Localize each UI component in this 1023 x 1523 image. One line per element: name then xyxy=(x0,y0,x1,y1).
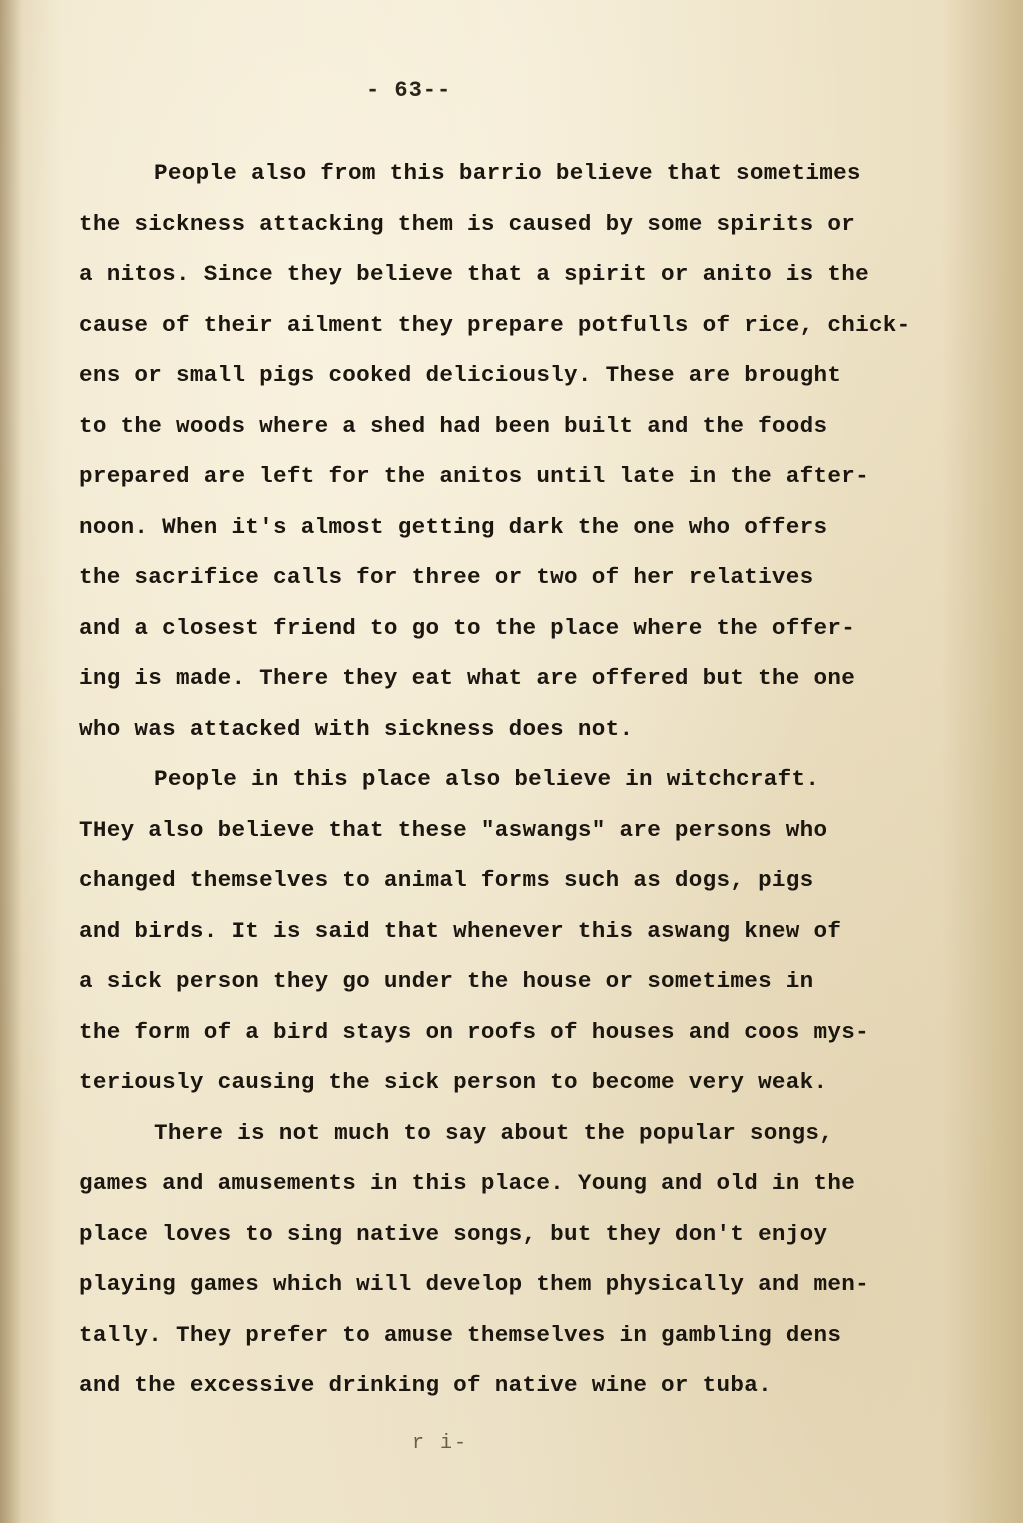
body-text xyxy=(79,148,984,1411)
text-line: People in this place also believe in witchcraft. xyxy=(154,766,820,792)
text-line: There is not much to say about the popular songs, xyxy=(154,1119,834,1146)
text-line: playing games which will develop them physically and men- xyxy=(79,1271,869,1297)
text-line: place loves to sing native songs, but they don't enjoy xyxy=(79,1220,828,1247)
text-line: and the excessive drinking of native wine or tuba. xyxy=(79,1372,772,1398)
text-line: ing is made. There they eat what are offered but the one xyxy=(79,665,856,691)
text-line: People also from this barrio believe that sometimes xyxy=(154,160,861,186)
text-line: and a closest friend to go to the place where the offer- xyxy=(79,614,856,641)
text-line: ens or small pigs cooked deliciously. These are brought xyxy=(79,362,842,388)
text-line: and birds. It is said that whenever this aswang knew of xyxy=(79,917,842,944)
text-line: noon. When it's almost getting dark the one who offers xyxy=(79,513,828,540)
text-line: prepared are left for the anitos until late in the after- xyxy=(79,463,869,489)
text-line: games and amusements in this place. Young and old in the xyxy=(79,1170,856,1196)
text-line: THey also believe that these "aswangs" are persons who xyxy=(79,816,828,843)
page-edge-shadow xyxy=(0,0,22,1523)
footer-mark: r i- xyxy=(412,1432,469,1455)
text-line: who was attacked with sickness does not. xyxy=(79,715,634,742)
text-line: tally. They prefer to amuse themselves in gambling dens xyxy=(79,1321,842,1348)
text-line: teriously causing the sick person to become very weak. xyxy=(79,1069,828,1095)
page-number: - 63-- xyxy=(366,78,452,103)
text-line: the sacrifice calls for three or two of her relatives xyxy=(79,564,814,590)
text-line: to the woods where a shed had been built and the foods xyxy=(79,412,828,439)
text-line: the form of a bird stays on roofs of houses and coos mys- xyxy=(79,1018,869,1045)
text-line: changed themselves to animal forms such as dogs, pigs xyxy=(79,867,814,893)
text-line: a nitos. Since they believe that a spirit or anito is the xyxy=(79,261,869,287)
text-line: cause of their ailment they prepare potfulls of rice, chick- xyxy=(79,311,911,338)
text-line: a sick person they go under the house or sometimes in xyxy=(79,968,814,994)
text-line: the sickness attacking them is caused by some spirits or xyxy=(79,210,856,237)
